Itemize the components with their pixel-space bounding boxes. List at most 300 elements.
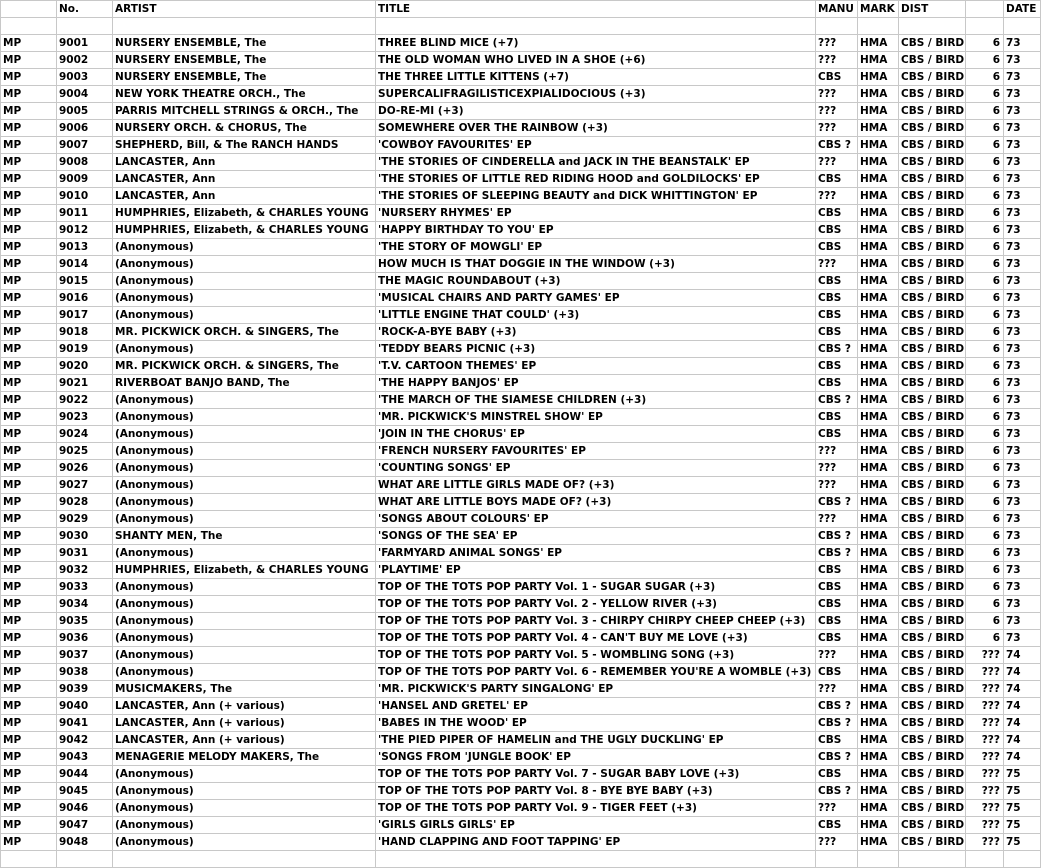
cell-artist: (Anonymous) (113, 426, 376, 443)
cell-no: 9041 (57, 715, 113, 732)
cell-prefix: MP (1, 732, 57, 749)
cell-month: 6 (966, 375, 1004, 392)
cell-no: 9004 (57, 86, 113, 103)
cell-manu: CBS (816, 664, 858, 681)
cell-no: 9037 (57, 647, 113, 664)
cell-mark: HMA (858, 817, 899, 834)
cell-title: 'ROCK-A-BYE BABY (+3) (376, 324, 816, 341)
cell-artist: LANCASTER, Ann (113, 171, 376, 188)
cell-title: TOP OF THE TOTS POP PARTY Vol. 6 - REMEMBER YOU'RE A WOMBLE (+3) (376, 664, 816, 681)
cell-no: 9046 (57, 800, 113, 817)
table-row (1, 681, 1041, 698)
cell-mark: HMA (858, 800, 899, 817)
cell-date: 75 (1004, 800, 1041, 817)
cell-prefix: MP (1, 120, 57, 137)
cell-prefix: MP (1, 69, 57, 86)
cell-manu: CBS (816, 273, 858, 290)
cell-mark: HMA (858, 120, 899, 137)
cell-date: 73 (1004, 137, 1041, 154)
cell-date: 73 (1004, 171, 1041, 188)
table-row (1, 596, 1041, 613)
cell-date: 73 (1004, 154, 1041, 171)
cell-date: 73 (1004, 545, 1041, 562)
cell-artist: (Anonymous) (113, 647, 376, 664)
cell-artist: LANCASTER, Ann (113, 154, 376, 171)
cell-no: 9012 (57, 222, 113, 239)
cell-manu: CBS (816, 239, 858, 256)
cell-prefix: MP (1, 443, 57, 460)
header-title: TITLE (376, 1, 816, 18)
cell-manu: ??? (816, 52, 858, 69)
cell-prefix: MP (1, 647, 57, 664)
cell-no: 9027 (57, 477, 113, 494)
cell-artist: (Anonymous) (113, 766, 376, 783)
cell-date: 73 (1004, 596, 1041, 613)
table-row (1, 35, 1041, 52)
cell-mark: HMA (858, 562, 899, 579)
cell-no: 9021 (57, 375, 113, 392)
cell-month: 6 (966, 579, 1004, 596)
cell-month: 6 (966, 69, 1004, 86)
cell-manu: CBS (816, 579, 858, 596)
cell-artist: NURSERY ORCH. & CHORUS, The (113, 120, 376, 137)
cell-month: ??? (966, 766, 1004, 783)
cell-manu: CBS ? (816, 749, 858, 766)
cell-dist: CBS / BIRD (899, 698, 966, 715)
cell-title: 'HAPPY BIRTHDAY TO YOU' EP (376, 222, 816, 239)
cell-no: 9013 (57, 239, 113, 256)
cell-no: 9009 (57, 171, 113, 188)
cell-month: 6 (966, 409, 1004, 426)
cell-prefix: MP (1, 834, 57, 851)
cell-month: 6 (966, 137, 1004, 154)
cell-date: 74 (1004, 698, 1041, 715)
cell-artist: NURSERY ENSEMBLE, The (113, 35, 376, 52)
cell-artist: (Anonymous) (113, 273, 376, 290)
cell-date: 73 (1004, 222, 1041, 239)
header-mark: MARK (858, 1, 899, 18)
cell-no: 9007 (57, 137, 113, 154)
cell-prefix: MP (1, 511, 57, 528)
header-dist: DIST (899, 1, 966, 18)
cell-artist: (Anonymous) (113, 460, 376, 477)
cell-title: 'HANSEL AND GRETEL' EP (376, 698, 816, 715)
cell-no: 9034 (57, 596, 113, 613)
cell-title: 'THE HAPPY BANJOS' EP (376, 375, 816, 392)
table-row (1, 358, 1041, 375)
cell-mark: HMA (858, 188, 899, 205)
table-row (1, 562, 1041, 579)
table-row (1, 579, 1041, 596)
cell-prefix: MP (1, 817, 57, 834)
cell-prefix: MP (1, 341, 57, 358)
cell-manu: ??? (816, 103, 858, 120)
cell-title: 'COUNTING SONGS' EP (376, 460, 816, 477)
spacer-row (1, 18, 1041, 35)
cell-artist: (Anonymous) (113, 545, 376, 562)
cell-date: 74 (1004, 749, 1041, 766)
cell-date: 73 (1004, 35, 1041, 52)
cell-mark: HMA (858, 511, 899, 528)
cell-manu: CBS (816, 222, 858, 239)
cell-prefix: MP (1, 35, 57, 52)
cell-prefix: MP (1, 460, 57, 477)
cell-no: 9048 (57, 834, 113, 851)
table-row (1, 528, 1041, 545)
cell-month: ??? (966, 800, 1004, 817)
table-row (1, 698, 1041, 715)
table-row (1, 239, 1041, 256)
cell-month: 6 (966, 613, 1004, 630)
cell-manu: CBS (816, 613, 858, 630)
cell-prefix: MP (1, 290, 57, 307)
table-row (1, 477, 1041, 494)
cell-artist: (Anonymous) (113, 613, 376, 630)
cell-manu: CBS (816, 732, 858, 749)
cell-prefix: MP (1, 698, 57, 715)
cell-dist: CBS / BIRD (899, 426, 966, 443)
cell-artist: (Anonymous) (113, 783, 376, 800)
cell-date: 73 (1004, 579, 1041, 596)
cell-month: ??? (966, 817, 1004, 834)
table-row (1, 154, 1041, 171)
cell-date: 73 (1004, 409, 1041, 426)
cell-title: 'TEDDY BEARS PICNIC (+3) (376, 341, 816, 358)
table-body (1, 35, 1041, 851)
cell-mark: HMA (858, 766, 899, 783)
table-row (1, 749, 1041, 766)
cell-title: 'MUSICAL CHAIRS AND PARTY GAMES' EP (376, 290, 816, 307)
cell-date: 73 (1004, 392, 1041, 409)
cell-manu: CBS (816, 817, 858, 834)
cell-no: 9047 (57, 817, 113, 834)
cell-mark: HMA (858, 749, 899, 766)
cell-artist: (Anonymous) (113, 256, 376, 273)
cell-prefix: MP (1, 783, 57, 800)
cell-prefix: MP (1, 613, 57, 630)
cell-artist: (Anonymous) (113, 664, 376, 681)
cell-dist: CBS / BIRD (899, 137, 966, 154)
cell-date: 73 (1004, 613, 1041, 630)
cell-date: 73 (1004, 562, 1041, 579)
cell-mark: HMA (858, 205, 899, 222)
cell-dist: CBS / BIRD (899, 749, 966, 766)
cell-artist: (Anonymous) (113, 290, 376, 307)
cell-dist: CBS / BIRD (899, 358, 966, 375)
cell-month: 6 (966, 52, 1004, 69)
cell-artist: LANCASTER, Ann (+ various) (113, 732, 376, 749)
cell-prefix: MP (1, 596, 57, 613)
cell-dist: CBS / BIRD (899, 392, 966, 409)
cell-dist: CBS / BIRD (899, 171, 966, 188)
table-row (1, 52, 1041, 69)
cell-prefix: MP (1, 137, 57, 154)
cell-month: 6 (966, 290, 1004, 307)
cell-date: 73 (1004, 511, 1041, 528)
header-no: No. (57, 1, 113, 18)
cell-manu: CBS ? (816, 545, 858, 562)
cell-mark: HMA (858, 732, 899, 749)
cell-month: ??? (966, 834, 1004, 851)
cell-mark: HMA (858, 596, 899, 613)
cell-artist: NURSERY ENSEMBLE, The (113, 69, 376, 86)
cell-date: 73 (1004, 375, 1041, 392)
cell-manu: CBS (816, 766, 858, 783)
table-row (1, 188, 1041, 205)
cell-manu: ??? (816, 460, 858, 477)
table-row (1, 256, 1041, 273)
cell-manu: CBS (816, 171, 858, 188)
cell-prefix: MP (1, 766, 57, 783)
header-artist: ARTIST (113, 1, 376, 18)
cell-mark: HMA (858, 579, 899, 596)
cell-title: 'THE STORIES OF CINDERELLA and JACK IN THE BEANSTALK' EP (376, 154, 816, 171)
cell-manu: CBS ? (816, 528, 858, 545)
cell-artist: PARRIS MITCHELL STRINGS & ORCH., The (113, 103, 376, 120)
cell-mark: HMA (858, 392, 899, 409)
cell-month: 6 (966, 545, 1004, 562)
cell-month: 6 (966, 205, 1004, 222)
cell-prefix: MP (1, 239, 57, 256)
cell-mark: HMA (858, 273, 899, 290)
cell-no: 9035 (57, 613, 113, 630)
cell-no: 9033 (57, 579, 113, 596)
cell-mark: HMA (858, 681, 899, 698)
cell-month: 6 (966, 35, 1004, 52)
cell-no: 9042 (57, 732, 113, 749)
cell-dist: CBS / BIRD (899, 205, 966, 222)
cell-no: 9020 (57, 358, 113, 375)
cell-manu: ??? (816, 477, 858, 494)
table-row (1, 443, 1041, 460)
cell-mark: HMA (858, 290, 899, 307)
cell-dist: CBS / BIRD (899, 834, 966, 851)
cell-date: 73 (1004, 341, 1041, 358)
spacer-row (1, 851, 1041, 868)
cell-prefix: MP (1, 562, 57, 579)
cell-dist: CBS / BIRD (899, 511, 966, 528)
cell-dist: CBS / BIRD (899, 647, 966, 664)
cell-month: ??? (966, 715, 1004, 732)
cell-prefix: MP (1, 664, 57, 681)
table-row (1, 290, 1041, 307)
cell-manu: CBS (816, 409, 858, 426)
cell-artist: (Anonymous) (113, 477, 376, 494)
cell-month: ??? (966, 681, 1004, 698)
cell-date: 75 (1004, 817, 1041, 834)
cell-no: 9017 (57, 307, 113, 324)
cell-title: 'THE MARCH OF THE SIAMESE CHILDREN (+3) (376, 392, 816, 409)
cell-manu: CBS (816, 307, 858, 324)
cell-month: 6 (966, 324, 1004, 341)
table-row (1, 86, 1041, 103)
cell-prefix: MP (1, 545, 57, 562)
cell-no: 9025 (57, 443, 113, 460)
cell-title: 'LITTLE ENGINE THAT COULD' (+3) (376, 307, 816, 324)
cell-date: 73 (1004, 86, 1041, 103)
cell-title: 'JOIN IN THE CHORUS' EP (376, 426, 816, 443)
cell-artist: NURSERY ENSEMBLE, The (113, 52, 376, 69)
cell-dist: CBS / BIRD (899, 103, 966, 120)
cell-month: 6 (966, 392, 1004, 409)
cell-mark: HMA (858, 409, 899, 426)
cell-manu: CBS (816, 596, 858, 613)
cell-mark: HMA (858, 324, 899, 341)
cell-no: 9026 (57, 460, 113, 477)
cell-dist: CBS / BIRD (899, 562, 966, 579)
cell-title: TOP OF THE TOTS POP PARTY Vol. 3 - CHIRPY CHIRPY CHEEP CHEEP (+3) (376, 613, 816, 630)
cell-month: 6 (966, 154, 1004, 171)
table-row (1, 375, 1041, 392)
cell-date: 73 (1004, 120, 1041, 137)
cell-artist: MR. PICKWICK ORCH. & SINGERS, The (113, 324, 376, 341)
cell-dist: CBS / BIRD (899, 290, 966, 307)
cell-no: 9014 (57, 256, 113, 273)
cell-dist: CBS / BIRD (899, 239, 966, 256)
cell-no: 9023 (57, 409, 113, 426)
cell-title: 'SONGS FROM 'JUNGLE BOOK' EP (376, 749, 816, 766)
cell-artist: HUMPHRIES, Elizabeth, & CHARLES YOUNG (113, 562, 376, 579)
cell-month: ??? (966, 664, 1004, 681)
cell-date: 73 (1004, 290, 1041, 307)
cell-month: 6 (966, 511, 1004, 528)
cell-no: 9036 (57, 630, 113, 647)
cell-dist: CBS / BIRD (899, 528, 966, 545)
cell-artist: (Anonymous) (113, 579, 376, 596)
cell-manu: CBS ? (816, 494, 858, 511)
cell-title: 'FRENCH NURSERY FAVOURITES' EP (376, 443, 816, 460)
table-row (1, 715, 1041, 732)
table-row (1, 69, 1041, 86)
cell-prefix: MP (1, 103, 57, 120)
cell-mark: HMA (858, 86, 899, 103)
cell-mark: HMA (858, 477, 899, 494)
cell-dist: CBS / BIRD (899, 86, 966, 103)
cell-artist: (Anonymous) (113, 341, 376, 358)
cell-manu: ??? (816, 443, 858, 460)
cell-dist: CBS / BIRD (899, 613, 966, 630)
cell-mark: HMA (858, 69, 899, 86)
cell-mark: HMA (858, 494, 899, 511)
cell-date: 73 (1004, 205, 1041, 222)
cell-dist: CBS / BIRD (899, 732, 966, 749)
header-prefix (1, 1, 57, 18)
table-row (1, 511, 1041, 528)
table-row (1, 307, 1041, 324)
cell-manu: CBS (816, 562, 858, 579)
cell-manu: CBS (816, 358, 858, 375)
cell-prefix: MP (1, 477, 57, 494)
cell-date: 73 (1004, 324, 1041, 341)
header-date: DATE (1004, 1, 1041, 18)
header-manu: MANU (816, 1, 858, 18)
header-month (966, 1, 1004, 18)
cell-prefix: MP (1, 52, 57, 69)
cell-title: TOP OF THE TOTS POP PARTY Vol. 7 - SUGAR BABY LOVE (+3) (376, 766, 816, 783)
cell-artist: (Anonymous) (113, 239, 376, 256)
cell-month: 6 (966, 86, 1004, 103)
cell-title: WHAT ARE LITTLE BOYS MADE OF? (+3) (376, 494, 816, 511)
cell-date: 73 (1004, 443, 1041, 460)
cell-mark: HMA (858, 375, 899, 392)
cell-month: 6 (966, 562, 1004, 579)
cell-dist: CBS / BIRD (899, 341, 966, 358)
cell-month: 6 (966, 477, 1004, 494)
cell-manu: CBS (816, 630, 858, 647)
cell-no: 9030 (57, 528, 113, 545)
cell-manu: CBS (816, 375, 858, 392)
cell-prefix: MP (1, 715, 57, 732)
cell-no: 9029 (57, 511, 113, 528)
cell-manu: CBS (816, 69, 858, 86)
cell-manu: ??? (816, 120, 858, 137)
cell-mark: HMA (858, 222, 899, 239)
cell-no: 9016 (57, 290, 113, 307)
cell-manu: ??? (816, 86, 858, 103)
cell-title: 'MR. PICKWICK'S PARTY SINGALONG' EP (376, 681, 816, 698)
cell-date: 75 (1004, 834, 1041, 851)
cell-artist: NEW YORK THEATRE ORCH., The (113, 86, 376, 103)
cell-dist: CBS / BIRD (899, 409, 966, 426)
cell-mark: HMA (858, 783, 899, 800)
cell-mark: HMA (858, 52, 899, 69)
table-row (1, 103, 1041, 120)
cell-month: 6 (966, 171, 1004, 188)
cell-prefix: MP (1, 630, 57, 647)
cell-title: 'THE STORY OF MOWGLI' EP (376, 239, 816, 256)
cell-title: 'NURSERY RHYMES' EP (376, 205, 816, 222)
table-row (1, 732, 1041, 749)
cell-date: 74 (1004, 732, 1041, 749)
cell-month: ??? (966, 732, 1004, 749)
header-row (1, 1, 1041, 18)
cell-prefix: MP (1, 188, 57, 205)
cell-title: 'SONGS OF THE SEA' EP (376, 528, 816, 545)
cell-manu: ??? (816, 834, 858, 851)
cell-no: 9003 (57, 69, 113, 86)
cell-dist: CBS / BIRD (899, 154, 966, 171)
cell-no: 9006 (57, 120, 113, 137)
cell-manu: ??? (816, 256, 858, 273)
cell-date: 74 (1004, 681, 1041, 698)
cell-dist: CBS / BIRD (899, 273, 966, 290)
cell-artist: HUMPHRIES, Elizabeth, & CHARLES YOUNG (113, 222, 376, 239)
cell-mark: HMA (858, 426, 899, 443)
cell-no: 9032 (57, 562, 113, 579)
cell-dist: CBS / BIRD (899, 256, 966, 273)
cell-no: 9024 (57, 426, 113, 443)
cell-dist: CBS / BIRD (899, 596, 966, 613)
cell-month: 6 (966, 120, 1004, 137)
cell-mark: HMA (858, 545, 899, 562)
cell-no: 9011 (57, 205, 113, 222)
cell-month: 6 (966, 273, 1004, 290)
cell-date: 74 (1004, 647, 1041, 664)
cell-dist: CBS / BIRD (899, 375, 966, 392)
cell-title: 'GIRLS GIRLS GIRLS' EP (376, 817, 816, 834)
cell-no: 9040 (57, 698, 113, 715)
cell-mark: HMA (858, 460, 899, 477)
cell-no: 9015 (57, 273, 113, 290)
cell-no: 9001 (57, 35, 113, 52)
cell-mark: HMA (858, 698, 899, 715)
cell-month: 6 (966, 188, 1004, 205)
cell-prefix: MP (1, 358, 57, 375)
cell-prefix: MP (1, 86, 57, 103)
cell-artist: (Anonymous) (113, 409, 376, 426)
cell-dist: CBS / BIRD (899, 324, 966, 341)
cell-mark: HMA (858, 307, 899, 324)
